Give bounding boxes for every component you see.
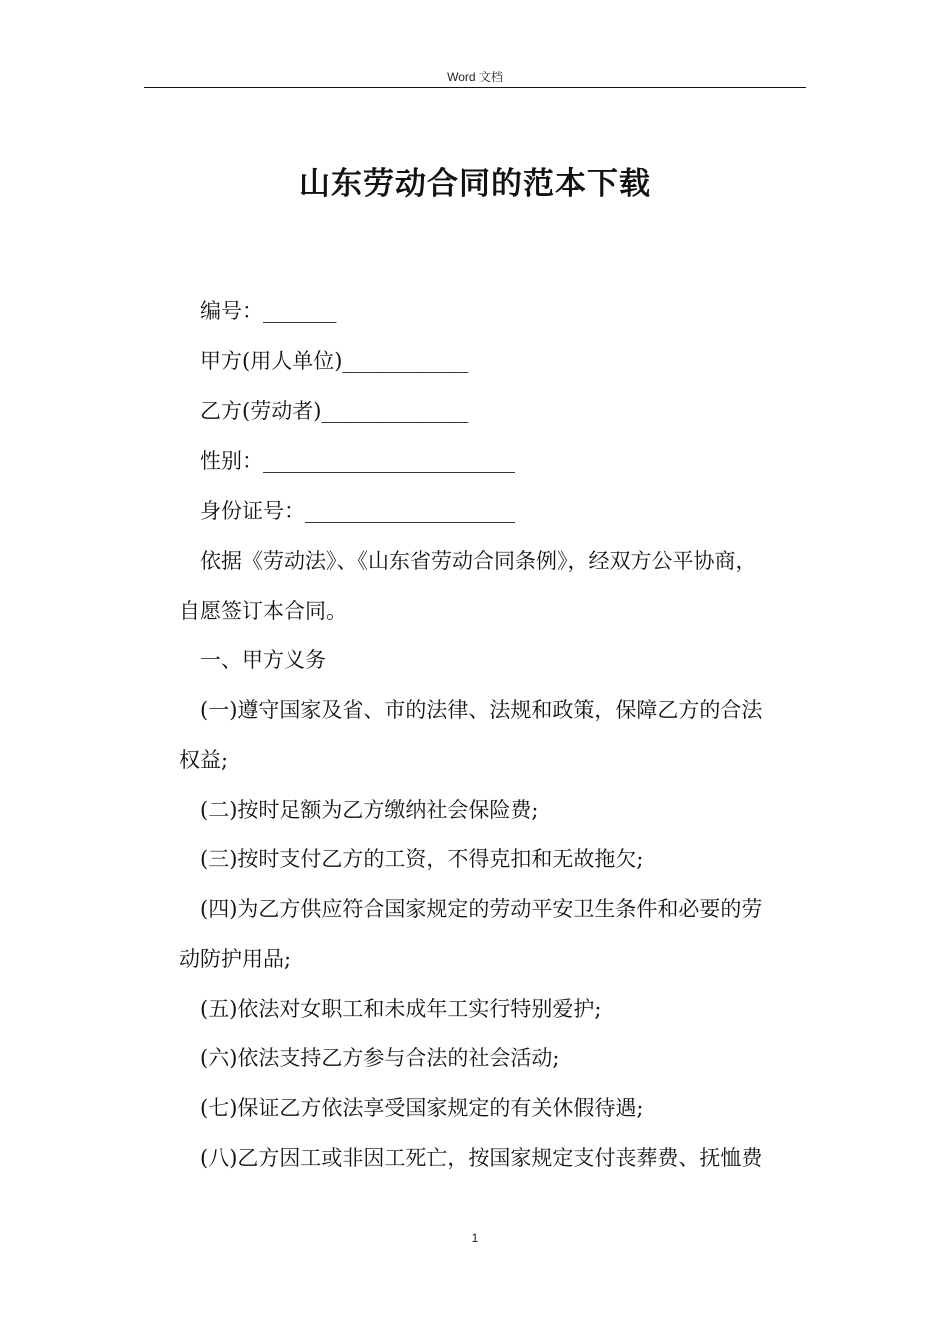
preamble-paragraph: 依据《劳动法》、《山东省劳动合同条例》，经双方公平协商， <box>200 549 757 573</box>
clause-item: (二)按时足额为乙方缴纳社会保险费; <box>200 798 539 822</box>
page-number: 1 <box>471 1231 479 1245</box>
clause-item-cont: 动防护用品; <box>179 947 292 971</box>
clause-item: (八)乙方因工或非因工死亡，按国家规定支付丧葬费、抚恤费 <box>200 1146 763 1170</box>
preamble-paragraph-cont: 自愿签订本合同。 <box>179 599 347 623</box>
clause-item: (七)保证乙方依法享受国家规定的有关休假待遇; <box>200 1096 644 1120</box>
clause-item: (六)依法支持乙方参与合法的社会活动; <box>200 1046 560 1070</box>
clause-item-cont: 权益; <box>179 748 229 772</box>
field-gender: 性别：________________________ <box>200 449 515 473</box>
clause-item: (五)依法对女职工和未成年工实行特别爱护; <box>200 997 602 1021</box>
page-header: Word 文档 <box>447 70 503 84</box>
section-heading: 一、甲方义务 <box>200 648 326 672</box>
clause-item: (三)按时支付乙方的工资，不得克扣和无故拖欠; <box>200 847 644 871</box>
document-title: 山东劳动合同的范本下载 <box>299 166 651 202</box>
field-number: 编号：_______ <box>200 299 337 323</box>
header-divider <box>144 87 806 88</box>
clause-item: (一)遵守国家及省、市的法律、法规和政策，保障乙方的合法 <box>200 698 763 722</box>
field-id-number: 身份证号：____________________ <box>200 499 515 523</box>
field-party-b: 乙方(劳动者)______________ <box>200 399 469 423</box>
clause-item: (四)为乙方供应符合国家规定的劳动平安卫生条件和必要的劳 <box>200 897 763 921</box>
field-party-a: 甲方(用人单位)____________ <box>200 349 469 373</box>
